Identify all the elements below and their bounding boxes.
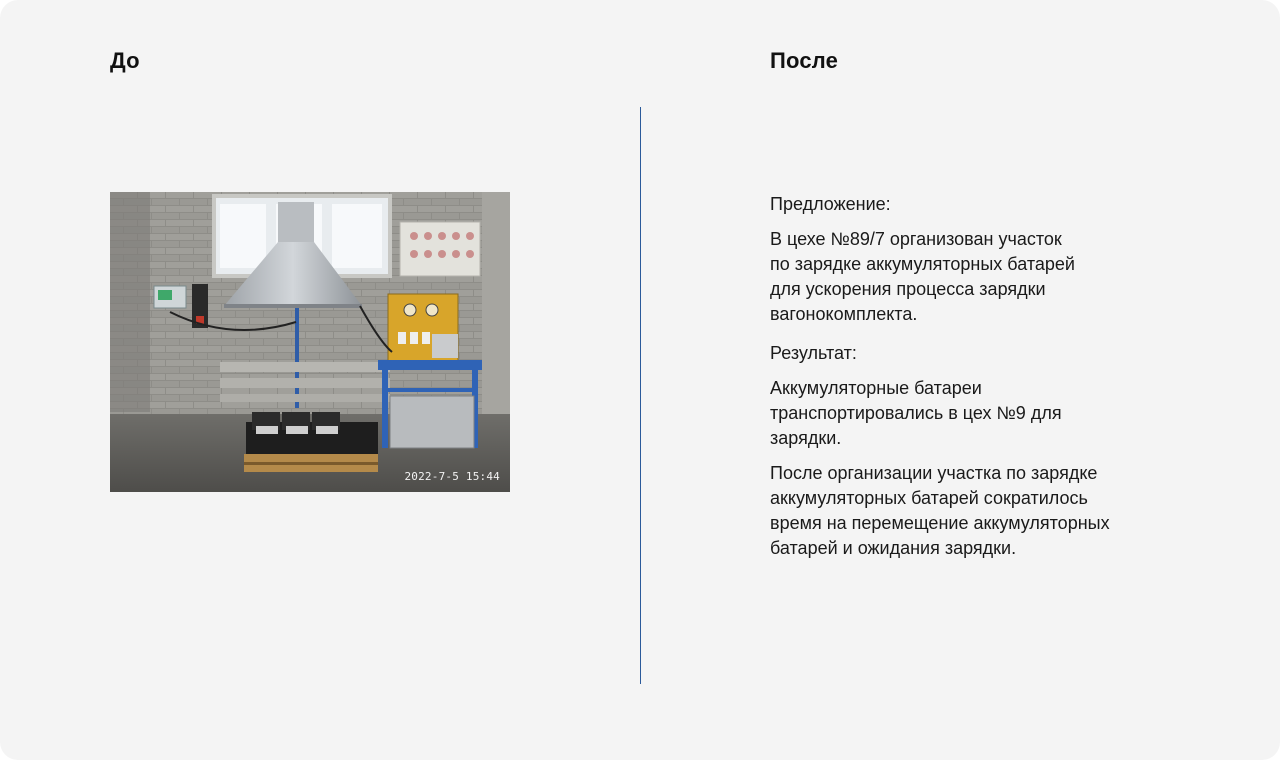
after-heading: После	[770, 48, 839, 73]
before-heading: До	[110, 48, 140, 73]
proposal-section	[770, 192, 1170, 327]
column-divider	[640, 107, 641, 684]
result-text-after: После организации участка по зарядке аккумуляторных батарей сократилось время на перемещение аккумуляторных батарей и ожидания зарядки.	[770, 463, 1110, 558]
proposal-text: В цехе №89/7 организован участок по зарядке аккумуляторных батарей для ускорения процесса зарядки вагонокомплекта.	[770, 229, 1075, 324]
after-description	[770, 192, 1170, 575]
photo-timestamp: 2022-7-5 15:44	[404, 470, 500, 483]
result-label: Результат:	[770, 343, 857, 363]
result-text-before: Аккумуляторные батареи транспортировались в цех №9 для зарядки.	[770, 378, 1062, 448]
proposal-label: Предложение:	[770, 194, 891, 214]
before-photo	[110, 192, 510, 492]
result-section	[770, 341, 1170, 561]
